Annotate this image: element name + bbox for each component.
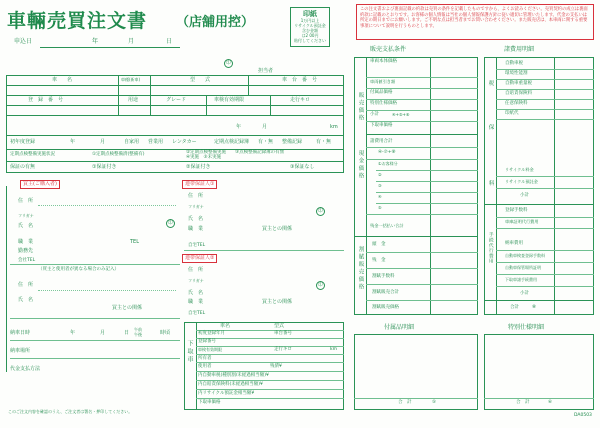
periodic-record-label: 定期点検記録簿 [214, 139, 250, 145]
business-use-option[interactable]: 営業用 [148, 139, 164, 145]
row-line [484, 300, 594, 301]
application-date-label: 申込日 [14, 38, 33, 45]
tradein-user-label: 使用者 [198, 364, 212, 369]
revenue-stamp-box [290, 7, 330, 47]
fee-subtotal-2: 小計 [520, 291, 529, 296]
col-line [430, 57, 431, 315]
col-line [150, 95, 151, 115]
sales-subtotal-formula: ④+⑤+⑥ [392, 112, 410, 117]
sales-conditions-heading: 販売支払条件 [370, 46, 407, 53]
tradein-tax-row1: 内自動車税(種別割/未経過相当額)¥ [198, 373, 269, 378]
row-line [484, 204, 594, 205]
tradein-side-label: 下取車 [186, 340, 193, 364]
col-line [248, 75, 249, 95]
installment-fee-label: 割賦手数料 [372, 274, 395, 279]
staff-seal-mark: 印 [224, 59, 233, 68]
guarantor2-relation-label: 買主との関係 [262, 299, 293, 305]
row-line [6, 149, 344, 150]
col-line [206, 95, 207, 115]
guarantor2-name-label: 氏 名 [188, 290, 204, 296]
col-line [118, 95, 119, 115]
tradein-chassis-label: 車台番号 [274, 331, 292, 336]
maintenance-record-label: 整備記録 [282, 139, 303, 145]
guarantor1-name-label: 氏 名 [188, 216, 204, 222]
tradein-mileage-label: 走行キロ [274, 347, 292, 352]
warranty-label: 保証の有無 [10, 164, 36, 170]
buyer-name-label: 氏 名 [18, 223, 34, 229]
discount-label: 車両値引き額 [370, 79, 396, 84]
delivery-month-unit: 月 [100, 330, 106, 336]
buyer-occupation-label: 職 業 [18, 239, 34, 245]
inspection-expiry-header: 車検有効期限 [214, 97, 245, 103]
row-line [354, 398, 478, 399]
row-line [366, 284, 478, 285]
user-name-label: 氏 名 [18, 297, 34, 303]
sales-price-side-label: 販売価格 [357, 92, 364, 122]
row-line [366, 110, 478, 111]
tradein-total-label: 下取車価格 [198, 400, 221, 405]
insurance-side-label: 保 [487, 124, 494, 132]
maintenance-status-option-1[interactable]: ①定期点検整備済(整備有) [92, 152, 145, 157]
tradein-inspection-label: 車検有効期限 [198, 347, 222, 352]
tradein-type-label: 型式 [274, 323, 285, 329]
row-line [484, 398, 594, 399]
tradein-first-reg-label: 初度登録年月 [198, 331, 225, 336]
vehicle-info-table [6, 75, 344, 173]
tax-side-label: 税 [487, 80, 494, 88]
col-line [6, 186, 7, 372]
buyer-address-label: 住 所 [18, 198, 34, 204]
tradein-car-name-label: 車名 [220, 323, 231, 329]
special-total-label: 合 計 [516, 400, 530, 405]
row-line [496, 274, 594, 275]
row-line [366, 252, 478, 253]
row-line [496, 79, 594, 80]
row-line [496, 188, 594, 189]
private-use-option[interactable]: 自家用 [124, 139, 140, 145]
vehicle-class-header: 車種(新車) [121, 77, 141, 82]
procedure-item-2: 車庫証明代行費用 [505, 219, 539, 224]
breakdown-2: ② [378, 172, 382, 177]
guarantor2-tel-label: 自宅TEL [188, 311, 206, 316]
maintenance-record-options[interactable]: 有・無 [316, 139, 332, 145]
procedure-item-4: 自動車検査登録手数料 [505, 253, 545, 258]
breakdown-3: ③ [378, 183, 382, 188]
form-title: 車輛売買注文書 [7, 10, 148, 32]
procedure-item-6: 下取車諸手続費用 [505, 277, 537, 282]
row-line [366, 134, 478, 135]
revenue-stamp-line4: は2 00円 [301, 33, 319, 38]
row-line [10, 264, 180, 265]
maintenance-status-option-3[interactable]: ④実施 ⑤未実施 [186, 155, 222, 160]
fee-item-8: リサイクル預託金 [505, 179, 538, 184]
delivery-time-unit: 時頃 [160, 330, 171, 336]
guarantor2-furigana-label: フリガナ [188, 278, 204, 283]
row-line [366, 159, 478, 160]
warranty-option-1[interactable]: ①保証付き [92, 164, 117, 170]
user-relation-label: 買主との関係 [112, 305, 143, 311]
guarantor1-address-label: 住 所 [188, 193, 204, 199]
row-line [496, 99, 594, 100]
application-year-label: 年 [92, 38, 99, 45]
car-name-header: 車 名 [52, 77, 73, 83]
row-line [6, 135, 344, 136]
first-registration-label: 初年度登録 [10, 139, 36, 145]
guarantor1-seal[interactable]: 印 [316, 207, 325, 216]
row-line [10, 340, 180, 341]
delivery-day-unit: 日 [124, 330, 130, 336]
tradein-balance-label: 残債¥ [270, 364, 282, 369]
cash-formula: ④-⑦+⑧ [378, 150, 396, 155]
row-line [496, 119, 594, 120]
maintenance-status-label: 定期点検整備実施状況 [10, 152, 55, 157]
row-line [196, 354, 344, 355]
row-line [10, 358, 180, 359]
row-line [496, 228, 594, 229]
fee-side-label: 料 [487, 180, 494, 188]
row-line [366, 121, 478, 122]
remainder-label: 残 金 [372, 258, 386, 263]
revenue-stamp-label: 印紙 [303, 10, 317, 18]
row-line [196, 389, 344, 390]
col-line [150, 75, 151, 95]
fee-item-7: リサイクル料金 [505, 167, 534, 172]
fees-total-label: 合計 [510, 305, 519, 310]
row-line [366, 77, 478, 78]
row-line [6, 105, 344, 106]
breakdown-1: ①お客様分 [378, 161, 398, 166]
fee-item-2: 環境性能割 [505, 71, 528, 76]
down-payment-label: 頭 金 [372, 242, 386, 247]
row-line [376, 203, 478, 204]
special-spec-heading: 特別仕様明細 [508, 324, 545, 331]
accessories-price-label: 付属品価格 [370, 90, 393, 95]
procedure-item-5: 自動車保管場所証明 [505, 265, 541, 270]
total-fees-label: 諸費用合計 [370, 139, 393, 144]
base-price-label: 車両本体価格 [370, 59, 397, 64]
row-line [496, 262, 594, 263]
guarantor2-heading: 連帯保証人② [182, 254, 217, 263]
revenue-stamp-line3: 含む金額 [302, 28, 318, 33]
attachments-heading: 付属品明細 [384, 324, 415, 331]
col-line [366, 57, 367, 315]
purpose-header: 用途 [128, 97, 139, 103]
fee-item-3: 自動車重量税 [505, 81, 532, 86]
row-line [496, 89, 594, 90]
col-line [496, 57, 497, 315]
cash-price-side-label: 現金価格 [357, 150, 364, 180]
grade-header: グレード [166, 97, 187, 103]
row-line [496, 176, 594, 177]
row-line [376, 192, 478, 193]
model-type-header: 型 式 [190, 77, 211, 83]
guarantor2-seal[interactable]: 印 [316, 281, 325, 290]
breakdown-4: ④ [378, 194, 382, 199]
row-line [184, 250, 344, 251]
delivery-year-unit: 年 [70, 330, 76, 336]
fee-item-5: 任意保険料 [505, 101, 528, 106]
am-pm-selector[interactable]: 午前 午後 [134, 327, 142, 337]
tradein-owner-label: 所有者 [198, 356, 212, 361]
special-total-mark: ⑥ [548, 400, 553, 405]
guarantor1-furigana-label: フリガナ [188, 204, 204, 209]
guarantor1-relation-label: 買主との関係 [262, 226, 293, 232]
first-registration-month-unit: 月 [100, 139, 106, 145]
form-subtitle: （店舗用控） [176, 15, 255, 30]
row-line [376, 181, 478, 182]
fees-total-mark: ⑧ [532, 305, 537, 310]
lump-sum-total-label: 残金一括払い合計 [370, 223, 404, 228]
delivery-date-label: 納車日時 [10, 330, 31, 336]
buyer-seal[interactable]: 印 [166, 219, 175, 228]
maintenance-status-option-2[interactable]: ②定期点検整備実施 ③点検整備記録簿の有無 [186, 150, 285, 155]
fee-subtotal-1: 小計 [520, 193, 529, 198]
procedure-item-1: 登録手数料 [505, 208, 528, 213]
row-line [6, 95, 344, 96]
row-line [196, 362, 344, 363]
col-line [554, 57, 555, 315]
buyer-workplace-label: 勤務先 [18, 248, 34, 254]
application-day-label: 日 [166, 38, 173, 45]
periodic-record-options[interactable]: 有・無 [258, 139, 274, 145]
user-address-label: 住 所 [18, 282, 34, 288]
form-code: DA0503 [574, 413, 592, 418]
application-month-label: 月 [128, 38, 135, 45]
rental-option[interactable]: レンタカー [172, 139, 197, 145]
col-line [270, 95, 271, 115]
first-registration-year-unit: 年 [70, 139, 76, 145]
row-line [496, 286, 594, 287]
guarantor1-heading: 連帯保証人① [182, 180, 217, 189]
revenue-stamp-line5: 貼付してください [294, 38, 326, 43]
user-section-note: （買主と使用者が異なる場合のみ記入） [38, 267, 119, 272]
col-line [196, 322, 197, 410]
revenue-stamp-line2: リサイクル預託金 [294, 23, 326, 28]
installment-total-label: 割賦販売合計 [372, 290, 399, 295]
special-spec-price-label: 特別仕様価格 [370, 101, 397, 106]
warranty-option-2[interactable]: ②保証付き [186, 164, 211, 170]
guarantor2-address-label: 住 所 [188, 267, 204, 273]
chassis-number-header: 車 台 番 号 [282, 77, 318, 83]
tradein-mileage-unit: km [330, 347, 337, 352]
row-line [366, 214, 478, 215]
attachments-total-mark: ⑤ [432, 400, 437, 405]
buyer-company-tel-label: 会社TEL [18, 258, 36, 263]
sales-staff-label: 担当者 [258, 68, 274, 74]
row-line [496, 109, 594, 110]
row-line [10, 318, 180, 319]
reg-number-header: 登 録 番 号 [28, 97, 64, 103]
sales-subtotal-label: 小計 [370, 112, 379, 117]
row-line [376, 170, 478, 171]
tradein-reg-label: 登録番号 [198, 339, 216, 344]
col-line [118, 75, 119, 95]
guarantor1-tel-label: 自宅TEL [188, 243, 206, 248]
row-line [196, 398, 344, 399]
row-line [366, 88, 478, 89]
signature-footnote: このご注文内容を確認のうえ、ご注文者は署名・押印してください。 [8, 409, 133, 414]
installment-price-label: 割賦販売価格 [372, 305, 399, 310]
installment-price-side-label: 割賦販売価格 [357, 246, 364, 291]
row-line [6, 161, 344, 162]
fees-heading: 諸費用明細 [504, 46, 535, 53]
terms-notice: この注文書および裏面記載の約款は売買の条件を記載したものですから、よくお読みください。売買契約の成立は裏面約款に記載のとおりです。お客様の個人情報は当社の個人情報保護方針に従い適切に管理いたします。代金の支払いは所定の期日までにお願いします。ご不明な点は担当者までお問い合わせください。また販売店は、本車両に関する重要事項について説明を行うものとします。 [356, 4, 594, 40]
row-line [366, 99, 478, 100]
mileage-unit: km [330, 124, 338, 130]
buyer-tel-label: TEL [130, 239, 139, 245]
row-line [366, 147, 478, 148]
row-line [196, 371, 344, 372]
attachments-total-label: 合 計 [398, 400, 412, 405]
tradein-tax-row3: 内リサイクル預託金相当額¥ [198, 391, 255, 396]
row-line [496, 69, 594, 70]
revenue-stamp-line1: 1万円以上 [300, 18, 320, 23]
warranty-option-3[interactable]: ③保証なし [290, 164, 315, 170]
inspection-month-unit: 月 [262, 124, 268, 130]
row-line [6, 85, 344, 86]
tradein-tax-row2: 内自賠責保険料(未経過相当額)¥ [198, 382, 263, 387]
guarantor1-occupation-label: 職 業 [188, 226, 204, 232]
dotline [38, 290, 176, 291]
buyer-heading: 買主(ご購入者) [20, 180, 60, 189]
row-line [196, 380, 344, 381]
tradein-price-label: 下取車価格 [370, 123, 393, 128]
row-line [496, 217, 594, 218]
row-line [196, 338, 344, 339]
guarantor2-occupation-label: 職 業 [188, 299, 204, 305]
delivery-place-label: 納車場所 [10, 348, 31, 354]
payment-method-label: 代金支払方法 [10, 366, 41, 372]
row-line [354, 236, 478, 237]
row-line [366, 300, 478, 301]
fees-table [484, 57, 594, 315]
application-date-underline [40, 47, 180, 48]
buyer-furigana-label: フリガナ [18, 213, 34, 218]
dotline [38, 205, 176, 206]
breakdown-5: ⑤ [378, 205, 382, 210]
fee-item-1: 自動車税 [505, 61, 523, 66]
fee-item-4: 自賠責保険料 [505, 91, 532, 96]
fee-item-6: 印紙代 [505, 111, 519, 116]
row-line [366, 268, 478, 269]
procedure-side-label: 手続代行費用 [487, 232, 493, 264]
mileage-header: 走行キロ [290, 97, 311, 103]
procedure-item-3: 納車費用 [505, 241, 523, 246]
row-line [6, 115, 344, 116]
inspection-year-unit: 年 [236, 124, 242, 130]
row-line [496, 250, 594, 251]
